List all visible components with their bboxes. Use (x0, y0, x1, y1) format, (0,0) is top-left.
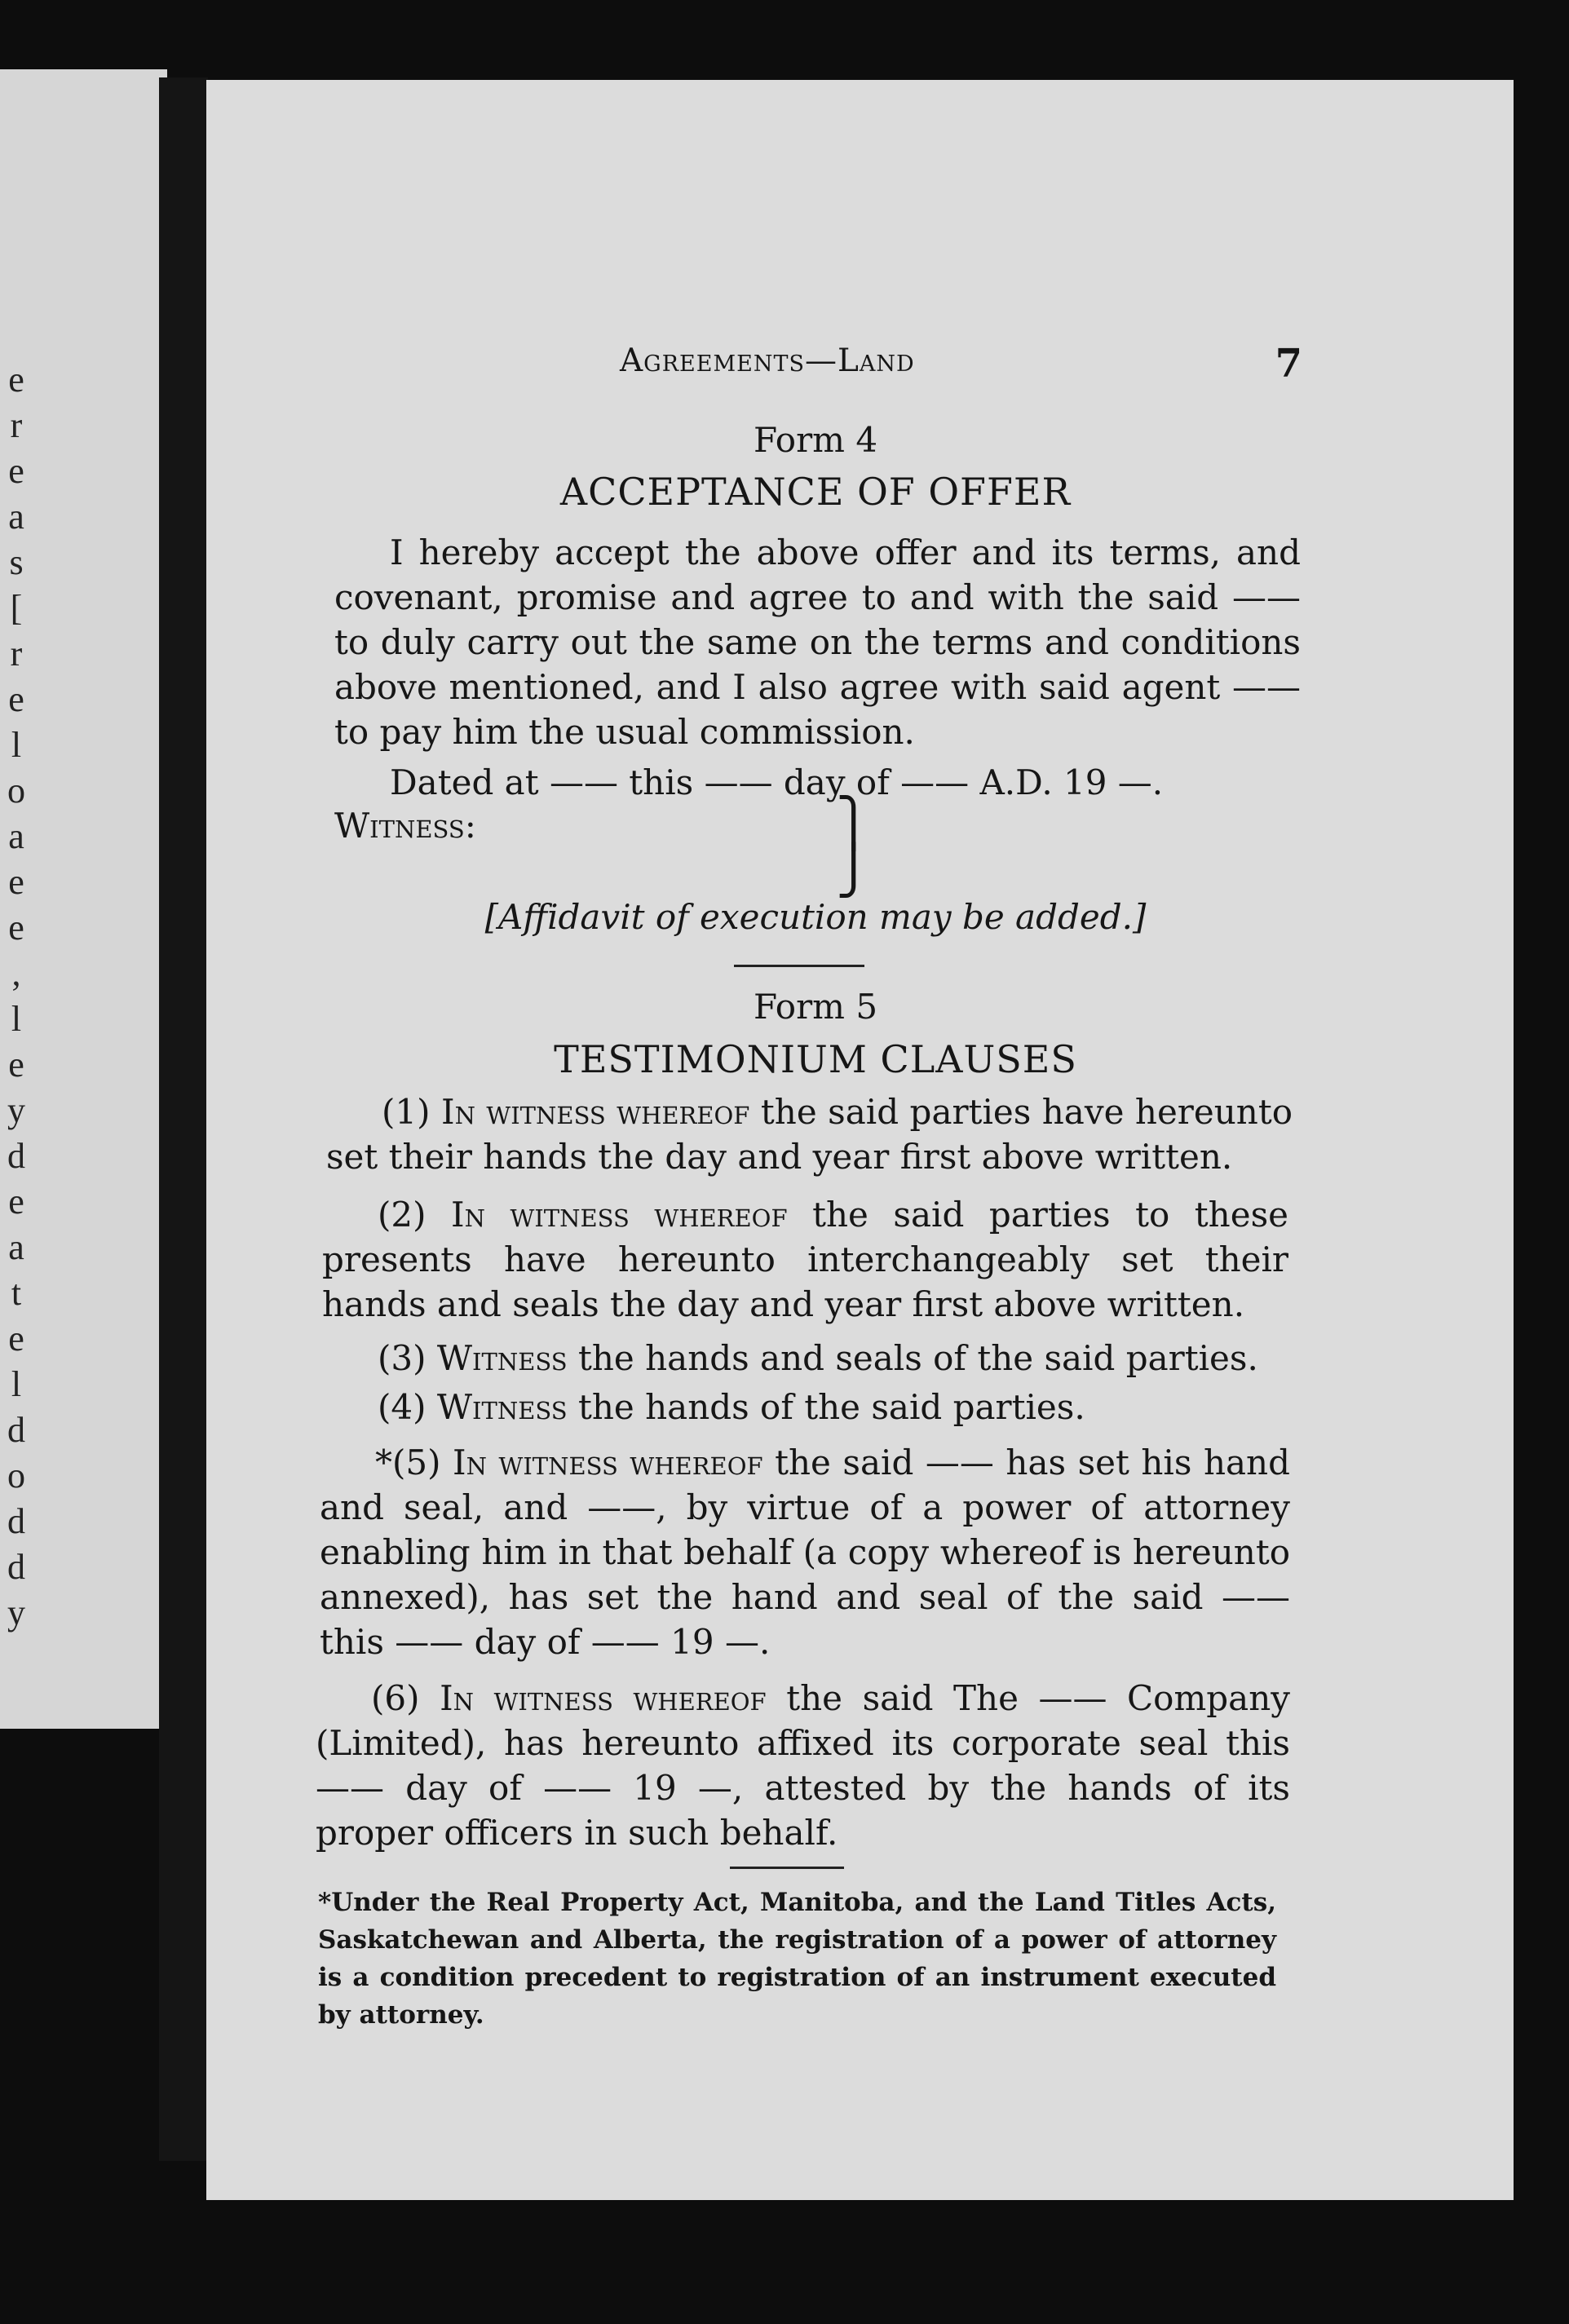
binding-gutter (159, 77, 208, 2161)
clause-3 (322, 1336, 1288, 1381)
left-margin-letter: d (7, 1136, 25, 1176)
form4-witness-label: Witness: (334, 806, 476, 846)
left-margin-letter: o (7, 771, 25, 811)
left-margin-letter: [ (10, 588, 23, 628)
form5-label: Form 5 (753, 987, 878, 1027)
left-margin-letter: t (11, 1273, 22, 1313)
left-margin-letter: l (11, 999, 22, 1039)
clause-lead: Witness (436, 1338, 568, 1378)
form4-title: ACCEPTANCE OF OFFER (559, 470, 1072, 514)
left-margin-letter: a (8, 497, 24, 537)
form4-affidavit-note: [Affidavit of execution may be added.] (484, 897, 1147, 937)
clause-lead: In witness whereof (440, 1092, 750, 1132)
clause-lead: In witness whereof (440, 1678, 767, 1718)
left-margin-letter: e (8, 360, 24, 400)
clause-5 (320, 1440, 1290, 1664)
left-margin-letter: r (10, 634, 23, 674)
left-margin-letter: a (8, 816, 24, 856)
clause-number: (2) (378, 1195, 427, 1235)
witness-brace-glyph: ⎫ ⎭ (836, 795, 872, 898)
clause-lead: In witness whereof (453, 1443, 763, 1482)
clause-1 (326, 1089, 1293, 1179)
clause-number: (4) (378, 1387, 427, 1427)
clause-text: the said parties have hereunto set their hands the day and year first above written. (326, 1092, 1293, 1177)
left-margin-letter: e (8, 1182, 24, 1222)
left-margin-letter: d (7, 1410, 25, 1450)
clause-text: the said parties to these presents have hereunto interchangeably set their hands and seals the day and year first above written. (322, 1195, 1288, 1324)
footnote: *Under the Real Property Act, Manitoba, and the Land Titles Acts, Saskatchewan and Alberta, the registration of a power of attorney is a condition precedent to registration of an instrument executed by attorney. (318, 1888, 1276, 2030)
clause-lead: Witness (436, 1387, 568, 1427)
left-margin-letter: s (9, 542, 24, 582)
footnote-divider (730, 1867, 844, 1869)
clause-number: (6) (371, 1678, 420, 1718)
left-margin-letter: y (7, 1090, 25, 1130)
left-margin-letter: e (8, 451, 24, 491)
clause-2 (322, 1192, 1288, 1327)
left-margin-letter: e (8, 679, 24, 719)
clause-text: the hands and seals of the said parties. (577, 1338, 1258, 1378)
clause-text: the hands of the said parties. (577, 1387, 1085, 1427)
left-margin-letter: e (8, 908, 24, 948)
left-margin-letter: e (8, 862, 24, 902)
section-divider (734, 965, 864, 967)
running-head-title: Agreements—Land (620, 342, 915, 379)
form4-body: I hereby accept the above offer and its terms, and covenant, promise and agree to and with the said —— to duly carry out the same on the terms and conditions above mentioned, and I also agree with said agent —— to pay him the usual commission. (334, 532, 1301, 752)
clause-lead: In witness whereof (451, 1195, 788, 1235)
clause-text: the said —— has set his hand and seal, and ——, by virtue of a power of attorney enabling him in that behalf (a copy whereof is hereunto annexed), has set the hand and seal of the said —— this —— day of —— 19 —. (320, 1443, 1290, 1662)
left-page-edge (0, 69, 167, 1729)
clause-6 (316, 1676, 1290, 1855)
left-margin-letter: a (8, 1227, 24, 1267)
clause-number: (3) (378, 1338, 427, 1378)
left-margin-letter: l (11, 725, 22, 765)
left-margin-letter: l (11, 1364, 22, 1404)
clause-4 (322, 1385, 1288, 1429)
left-margin-letter: e (8, 1319, 24, 1359)
left-margin-letter: o (7, 1456, 25, 1496)
left-margin-letter: y (7, 1593, 25, 1633)
form5-title: TESTIMONIUM CLAUSES (554, 1037, 1077, 1081)
clause-number: (1) (382, 1092, 431, 1132)
left-margin-letter: e (8, 1045, 24, 1085)
left-margin-letter: r (10, 405, 23, 445)
left-margin-letter: d (7, 1501, 25, 1541)
left-margin-letter: , (11, 953, 21, 993)
page-number: 7 (1275, 341, 1302, 387)
left-margin-letter: d (7, 1547, 25, 1587)
form4-dated-line: Dated at —— this —— day of —— A.D. 19 —. (390, 762, 1164, 802)
form4-label: Form 4 (753, 420, 878, 460)
clause-text: the said The —— Company (Limited), has hereunto affixed its corporate seal this —— day of —— 19 —, attested by the hands of its proper officers in such behalf. (316, 1678, 1290, 1853)
clause-number: *(5) (375, 1443, 441, 1482)
